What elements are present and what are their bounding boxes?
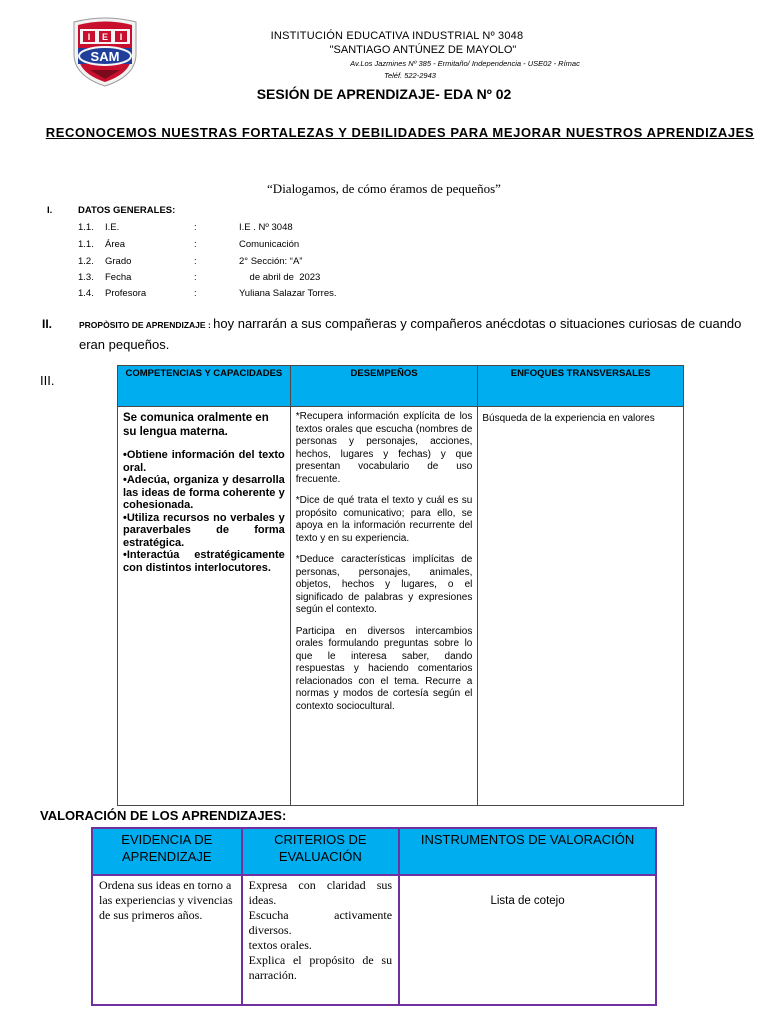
general-data-colon: :: [194, 239, 197, 250]
general-data-label: Grado: [105, 256, 132, 267]
criteria-item: Explica el propósito de su narración.: [248, 953, 393, 982]
assessment-table: [91, 827, 657, 1006]
section-3-number: III.: [40, 373, 55, 388]
capacity-item: •Utiliza recursos no verbales y paraverbales de forma estratégica.: [123, 511, 285, 549]
competencies-cell: [118, 407, 291, 806]
general-data-num: 1.2.: [78, 256, 94, 267]
school-address: Av.Los Jazmines Nº 385 - Ermitaño/ Independencia - USE02 - Rímac: [350, 59, 580, 68]
section-2-number: II.: [42, 317, 53, 331]
instruments-header: INSTRUMENTOS DE VALORACIÓN: [399, 828, 656, 875]
svg-text:E: E: [101, 32, 109, 42]
general-data-value: I.E . Nº 3048: [239, 222, 293, 233]
competencies-table: [117, 365, 684, 806]
criteria-item: textos orales.: [248, 938, 312, 952]
session-subtitle: RECONOCEMOS NUESTRAS FORTALEZAS Y DEBILIDADES PARA MEJORAR NUESTROS APRENDIZAJES: [45, 125, 755, 140]
institution-name: INSTITUCIÓN EDUCATIVA INDUSTRIAL Nº 3048: [270, 30, 524, 42]
school-name: "SANTIAGO ANTÚNEZ DE MAYOLO": [329, 44, 517, 56]
section-1-heading: DATOS GENERALES:: [78, 205, 176, 216]
competencies-header: COMPETENCIAS Y CAPACIDADES: [118, 366, 291, 407]
general-data-label: I.E.: [105, 222, 120, 233]
criteria-cell: [242, 875, 399, 1005]
general-data-value: Yuliana Salazar Torres.: [239, 288, 337, 299]
instrument-cell: Lista de cotejo: [399, 875, 656, 1005]
session-quote: “Dialogamos, de cómo éramos de pequeños”: [267, 181, 501, 196]
general-data-colon: :: [194, 222, 197, 233]
general-data-num: 1.3.: [78, 272, 94, 283]
purpose-label: PROPÒSITO DE APRENDIZAJE :: [79, 320, 214, 330]
general-data-colon: :: [194, 256, 197, 267]
performance-item: *Dice de qué trata el texto y cuál es su propósito comunicativo; para ello, se apoya en la información recurrente del texto y en su experiencia.: [295, 495, 473, 544]
general-data-label: Fecha: [105, 272, 132, 283]
general-data-value: 2° Sección: “A”: [239, 256, 303, 267]
svg-text:I: I: [119, 32, 123, 42]
school-logo: [68, 16, 142, 88]
svg-text:I: I: [87, 32, 91, 42]
general-data-value: Comunicación: [239, 239, 300, 250]
criteria-header: CRITERIOS DE EVALUACIÓN: [242, 828, 399, 875]
general-data-num: 1.1.: [78, 222, 94, 233]
criteria-item: Expresa con claridad sus ideas.: [248, 878, 393, 907]
performances-cell: [290, 407, 478, 806]
capacity-item: •Interactúa estratégicamente con distintos interlocutores.: [123, 549, 285, 574]
session-title: SESIÓN DE APRENDIZAJE- EDA Nº 02: [256, 86, 512, 102]
general-data-colon: :: [194, 272, 197, 283]
svg-text:SAM: SAM: [90, 49, 120, 64]
purpose-text: hoy narrarán a sus compañeras y compañeros anécdotas o situaciones curiosas de cuando eran pequeños.: [79, 316, 742, 352]
general-data-label: Profesora: [105, 288, 147, 299]
general-data-num: 1.4.: [78, 288, 94, 299]
performance-item: Participa en diversos intercambios orales formulando preguntas sobre lo que le interesa saber, dando respuestas y haciendo comentarios relacionados con el tema. Recurre a normas y modos de cortesía según el contexto sociocultural.: [295, 625, 473, 712]
school-phone: Teléf. 522-2943: [384, 71, 436, 80]
performances-header: DESEMPEÑOS: [290, 366, 478, 407]
performance-item: *Deduce características implícitas de personas, personajes, animales, objetos, hechos y lugares, o el significado de palabras y expresiones según el contexto.: [295, 554, 473, 615]
general-data-value: de abril de 2023: [239, 272, 321, 283]
general-data-colon: :: [194, 288, 197, 299]
learning-purpose: [79, 314, 759, 355]
section-1-number: I.: [47, 205, 53, 216]
capacity-item: •Adecúa, organiza y desarrolla las ideas de forma coherente y cohesionada.: [123, 474, 285, 511]
assessment-title: VALORACIÓN DE LOS APRENDIZAJES:: [40, 808, 287, 823]
criteria-item: Escucha activamente diversos.: [248, 908, 393, 937]
competence-title: Se comunica oralmente en su lengua materna.: [123, 412, 269, 438]
approach-cell: Búsqueda de la experiencia en valores: [478, 407, 684, 806]
general-data-label: Área: [105, 239, 126, 250]
performance-item: *Recupera información explícita de los textos orales que escucha (nombres de personas y personajes, acciones, hechos, lugares y fechas) y que presentan vocabulario de uso frecuente.: [295, 411, 473, 485]
general-data-num: 1.1.: [78, 239, 94, 250]
capacities-list: [123, 449, 285, 574]
approaches-header: ENFOQUES TRANSVERSALES: [478, 366, 684, 407]
capacity-item: •Obtiene información del texto oral.: [123, 449, 285, 474]
evidence-header: EVIDENCIA DE APRENDIZAJE: [92, 828, 242, 875]
evidence-cell: Ordena sus ideas en torno a las experiencias y vivencias de sus primeros años.: [92, 875, 242, 1005]
